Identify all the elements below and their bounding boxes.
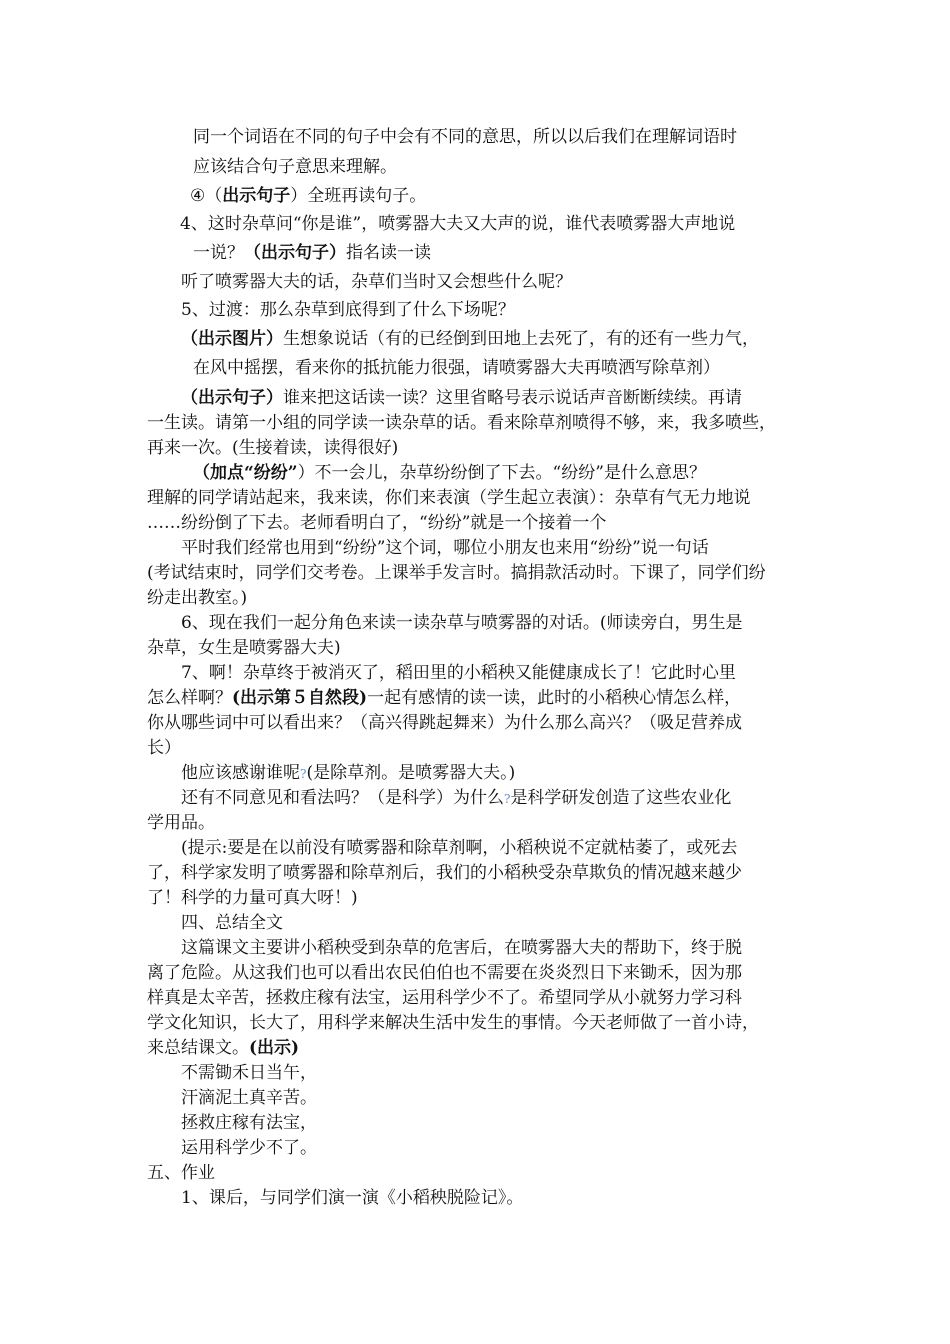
text-line	[181, 787, 731, 810]
text-line	[193, 126, 737, 148]
text-line	[181, 387, 742, 409]
text-segment: (考试结束时，同学们交考卷。上课举手发言时。搞捐款活动时。下课了，同学们纷	[147, 563, 766, 583]
text-segment: 他应该感谢谁呢	[181, 763, 300, 783]
bold-text: （加点“纷纷”	[193, 463, 298, 483]
text-line	[147, 1037, 299, 1059]
text-line	[147, 712, 742, 734]
text-segment: 纷走出教室。)	[147, 588, 248, 608]
text-line	[180, 213, 735, 235]
bold-text: （出示图片）	[181, 329, 283, 349]
text-segment: ）不一会儿，杂草纷纷倒了下去。“纷纷”是什么意思？	[297, 463, 706, 483]
text-line	[181, 271, 572, 293]
text-line	[181, 762, 515, 785]
text-segment: 在风中摇摆，看来你的抵抗能力很强，请喷雾器大夫再喷洒写除草剂）	[193, 358, 720, 378]
text-line	[181, 1112, 317, 1134]
text-line	[190, 185, 426, 207]
text-segment: 是科学研发创造了这些农业化	[510, 788, 732, 808]
bold-text: (出示)	[249, 1038, 300, 1058]
text-segment: 指名读一读	[346, 243, 431, 263]
bold-text: （出示句子）	[244, 243, 346, 263]
text-line	[147, 987, 742, 1009]
text-segment: 五、作业	[147, 1163, 215, 1183]
text-line	[147, 962, 742, 984]
text-segment: 四、总结全文	[181, 913, 283, 933]
text-line	[181, 612, 742, 634]
text-segment: 学用品。	[147, 813, 215, 833]
text-segment: 应该结合句子意思来理解。	[193, 157, 397, 177]
text-line	[147, 487, 751, 509]
text-line	[181, 1137, 317, 1159]
text-line	[181, 662, 736, 684]
text-segment: ……纷纷倒了下去。老师看明白了，“纷纷”就是一个接着一个	[147, 513, 607, 533]
text-segment: ④（	[190, 186, 223, 206]
text-segment: 运用科学少不了。	[181, 1138, 317, 1158]
bold-text: （出示句子）	[181, 388, 283, 408]
text-line	[147, 1012, 759, 1034]
text-segment: 听了喷雾器大夫的话，杂草们当时又会想些什么呢？	[181, 272, 572, 292]
question-mark: ?	[504, 792, 511, 806]
text-line	[147, 862, 742, 884]
text-segment: 长）	[147, 738, 181, 758]
text-line	[193, 242, 431, 264]
text-segment: 7、啊！杂草终于被消灭了，稻田里的小稻秧又能健康成长了！它此时心里	[181, 663, 736, 683]
text-line	[147, 437, 398, 459]
text-segment: 怎么样啊？	[147, 688, 232, 708]
bold-text: (出示第５自然段)	[232, 688, 368, 708]
text-line	[147, 812, 215, 834]
text-line	[147, 1162, 215, 1184]
text-segment: (提示:要是在以前没有喷雾器和除草剂啊，小稻秧说不定就枯萎了，或死去	[181, 838, 738, 858]
text-segment: 样真是太辛苦，拯救庄稼有法宝，运用科学少不了。希望同学从小就努力学习科	[147, 988, 742, 1008]
text-line	[181, 299, 515, 321]
text-line	[193, 357, 720, 379]
text-segment: 同一个词语在不同的句子中会有不同的意思，所以以后我们在理解词语时	[193, 127, 737, 147]
text-segment: 汗滴泥土真辛苦。	[181, 1088, 317, 1108]
text-line	[147, 687, 741, 709]
text-line	[181, 937, 742, 959]
text-segment: 学文化知识，长大了，用科学来解决生活中发生的事情。今天老师做了一首小诗，	[147, 1013, 759, 1033]
text-line	[147, 887, 358, 909]
text-line	[193, 156, 397, 178]
text-segment: 5、过渡：那么杂草到底得到了什么下场呢？	[181, 300, 515, 320]
text-segment: 不需锄禾日当午，	[181, 1063, 317, 1083]
text-line	[147, 512, 606, 534]
text-segment: 平时我们经常也用到“纷纷”这个词，哪位小朋友也来用“纷纷”说一句话	[181, 538, 709, 558]
text-segment: 来总结课文。	[147, 1038, 249, 1058]
text-line	[181, 1087, 317, 1109]
text-segment: 4、这时杂草问“你是谁”，喷雾器大夫又大声的说，谁代表喷雾器大声地说	[180, 214, 736, 234]
question-mark: ?	[300, 767, 307, 781]
text-segment: 这篇课文主要讲小稻秧受到杂草的危害后，在喷雾器大夫的帮助下，终于脱	[181, 938, 742, 958]
text-segment: 6、现在我们一起分角色来读一读杂草与喷雾器的对话。(师读旁白，男生是	[181, 613, 743, 633]
text-line	[147, 412, 776, 434]
text-segment: 杂草，女生是喷雾器大夫)	[147, 638, 341, 658]
text-line	[147, 562, 766, 584]
text-line	[181, 328, 759, 350]
text-line	[181, 537, 709, 559]
text-segment: 了！科学的力量可真大呀！)	[147, 888, 358, 908]
text-segment: (是除草剂。是喷雾器大夫。)	[306, 763, 516, 783]
text-line	[181, 1062, 317, 1084]
text-line	[181, 1187, 523, 1209]
text-segment: 生想象说话（有的已经倒到田地上去死了，有的还有一些力气，	[283, 329, 759, 349]
text-line	[147, 587, 247, 609]
text-line	[147, 737, 181, 759]
text-line	[181, 837, 737, 859]
text-segment: 再来一次。(生接着读，读得很好)	[147, 438, 399, 458]
text-segment: ）全班再读句子。	[290, 186, 427, 206]
text-segment: 拯救庄稼有法宝，	[181, 1113, 317, 1133]
text-line	[147, 637, 341, 659]
text-segment: 还有不同意见和看法吗？（是科学）为什么	[181, 788, 504, 808]
bold-text: 出示句子	[222, 186, 291, 206]
text-line	[193, 462, 706, 484]
text-segment: 1、课后，与同学们演一演《小稻秧脱险记》。	[181, 1188, 524, 1208]
text-segment: 离了危险。从这我们也可以看出农民伯伯也不需要在炎炎烈日下来锄禾，因为那	[147, 963, 742, 983]
text-segment: 理解的同学请站起来，我来读，你们来表演（学生起立表演）：杂草有气无力地说	[147, 488, 751, 508]
text-segment: 谁来把这话读一读？这里省略号表示说话声音断断续续。再请	[283, 388, 742, 408]
text-segment: 了，科学家发明了喷雾器和除草剂后，我们的小稻秧受杂草欺负的情况越来越少	[147, 863, 742, 883]
text-segment: 一起有感情的读一读，此时的小稻秧心情怎么样，	[367, 688, 742, 708]
text-segment: 一生读。请第一小组的同学读一读杂草的话。看来除草剂喷得不够，来，我多喷些，	[147, 413, 776, 433]
text-line	[181, 912, 283, 934]
text-segment: 你从哪些词中可以看出来？（高兴得跳起舞来）为什么那么高兴？（吸足营养成	[147, 713, 742, 733]
text-segment: 一说？	[193, 243, 244, 263]
